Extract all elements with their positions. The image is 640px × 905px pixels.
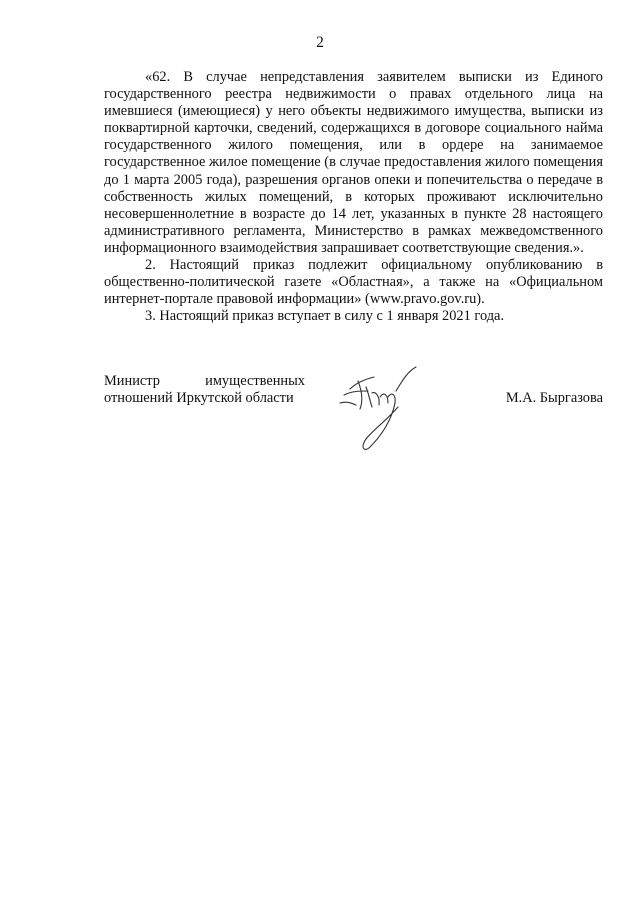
paragraph-62: «62. В случае непредставления заявителем выписки из Единого государственного реестра недвижимости о правах отдельного лица на имевшиеся (имеющиеся) у него объекты недвижимого имущества, выписки из поквартирной карточки, сведений, содержащихся в договоре социального найма государственного жилого помещения, или в ордере на занимаемое государственное жилое помещение (в случае предоставления жилого помещения до 1 марта 2005 года), разрешения органов опеки и попечительства о передаче в собственность жилых помещений, в которых проживают исключительно несовершеннолетние в возрасте до 14 лет, указанных в пункте 28 настоящего административного регламента, Министерство в рамках межведомственного информационного взаимодействия запрашивает соответствующие сведения.». [104, 69, 603, 256]
paragraph-effective-date: 3. Настоящий приказ вступает в силу с 1 января 2021 года. [145, 308, 505, 325]
signer-title-line-1 [104, 373, 305, 390]
signer-name: М.А. Быргазова [505, 390, 603, 406]
signer-title-line-2: отношений Иркутской области [104, 390, 294, 406]
signature-block [104, 373, 603, 463]
paragraph-publication: 2. Настоящий приказ подлежит официальному опубликованию в общественно-политической газете «Областная», а также на «Официальном интернет-портале правовой информации» (www.pravo.gov.ru). [104, 257, 603, 308]
handwritten-signature [336, 361, 426, 461]
signer-title-word-1: Министр [104, 373, 160, 389]
signer-title-word-2: имущественных [205, 373, 305, 389]
page-number: 2 [316, 34, 324, 51]
signer-title [104, 373, 305, 407]
document-body [104, 69, 603, 325]
